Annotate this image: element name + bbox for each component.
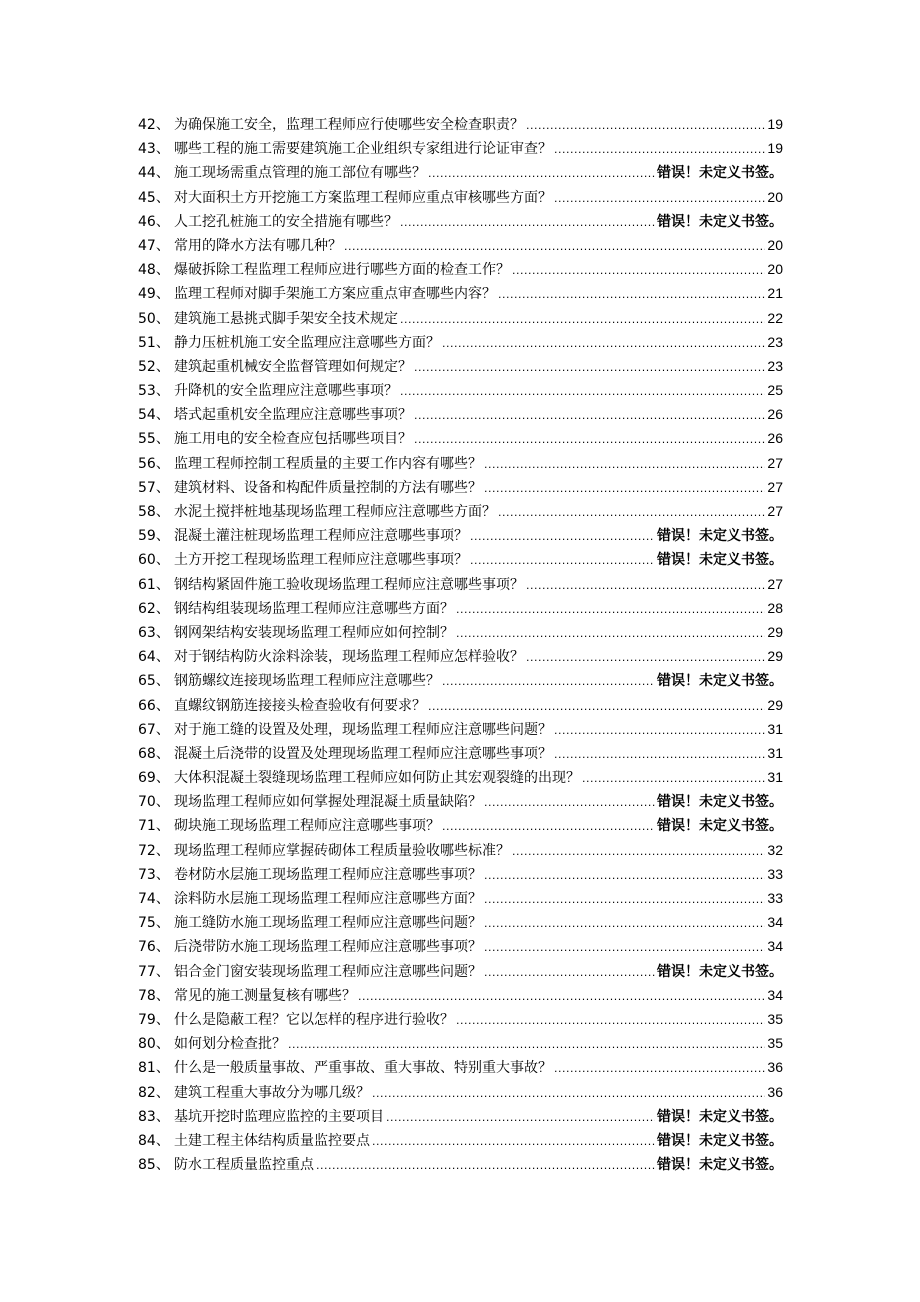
toc-entry-page-number: 20 — [767, 188, 783, 205]
toc-entry-number: 74、 — [138, 891, 170, 907]
toc-entry-page-number: 31 — [767, 744, 783, 761]
toc-dot-leader — [288, 1033, 765, 1055]
toc-entry-number: 71、 — [138, 818, 170, 835]
toc-entry-page-number: 29 — [767, 696, 783, 713]
toc-entry-title: 卷材防水层施工现场监理工程师应注意哪些事项？ — [174, 866, 482, 883]
toc-dot-leader — [526, 114, 765, 136]
toc-entry-number: 81、 — [138, 1060, 170, 1077]
toc-entry-title: 施工缝防水施工现场监理工程师应注意哪些问题？ — [174, 915, 482, 932]
toc-entry-title: 如何划分检查批？ — [174, 1036, 286, 1053]
toc-entry-number: 76、 — [138, 939, 170, 956]
toc-entry-number: 78、 — [138, 987, 170, 1004]
toc-entry[interactable] — [138, 983, 783, 1007]
toc-entry-title: 钢结构组装现场监理工程师应注意哪些方面？ — [174, 600, 454, 617]
toc-entry[interactable] — [138, 596, 783, 620]
toc-entry-number: 47、 — [138, 237, 170, 254]
toc-entry[interactable] — [138, 185, 783, 209]
toc-entry-title: 土建工程主体结构质量监控要点 — [174, 1132, 370, 1149]
toc-entry-bookmark-error: 错误！未定义书签。 — [657, 164, 783, 181]
toc-entry-bookmark-error: 错误！未定义书签。 — [657, 1131, 783, 1148]
toc-entry-page-number: 22 — [767, 309, 783, 326]
toc-entry[interactable] — [138, 1007, 783, 1031]
toc-entry-page-number: 23 — [767, 333, 783, 350]
toc-dot-leader — [484, 936, 765, 958]
toc-entry-title: 什么是一般质量事故、严重事故、重大事故、特别重大事故？ — [174, 1060, 552, 1077]
toc-entry-number: 56、 — [138, 455, 170, 472]
toc-entry-page-number: 27 — [767, 503, 783, 519]
toc-entry-bookmark-error: 错误！未定义书签。 — [657, 1156, 783, 1173]
toc-entry-title: 常用的降水方法有哪几种？ — [174, 237, 342, 254]
toc-entry[interactable] — [138, 547, 783, 571]
toc-entry-title: 水泥土搅拌桩地基现场监理工程师应注意哪些方面？ — [174, 504, 496, 520]
toc-entry-title: 静力压桩机施工安全监理应注意哪些方面？ — [174, 334, 440, 351]
toc-entry-number: 55、 — [138, 431, 170, 448]
toc-dot-leader — [470, 549, 655, 571]
toc-entry[interactable] — [138, 765, 783, 789]
toc-entry[interactable] — [138, 1152, 783, 1176]
toc-entry-page-number: 28 — [767, 599, 783, 616]
toc-entry-title: 哪些工程的施工需要建筑施工企业组织专家组进行论证审查？ — [174, 141, 552, 158]
toc-entry-title: 防水工程质量监控重点 — [174, 1157, 314, 1174]
toc-entry-page-number: 34 — [767, 938, 783, 955]
toc-entry-number: 64、 — [138, 649, 170, 666]
toc-entry[interactable] — [138, 451, 783, 475]
toc-entry-title: 施工用电的安全检查应包括哪些项目？ — [174, 431, 412, 448]
table-of-contents — [138, 112, 783, 1176]
toc-dot-leader — [456, 622, 765, 644]
toc-entry-title: 对于施工缝的设置及处理，现场监理工程师应注意哪些问题？ — [174, 721, 552, 738]
toc-entry[interactable] — [138, 112, 783, 136]
toc-entry-title: 建筑工程重大事故分为哪几级？ — [174, 1084, 370, 1101]
toc-dot-leader — [526, 574, 765, 596]
toc-entry-title: 混凝土后浇带的设置及处理现场监理工程师应注意哪些事项？ — [174, 745, 552, 762]
toc-entry[interactable] — [138, 620, 783, 644]
toc-entry[interactable] — [138, 402, 783, 426]
toc-entry-number: 49、 — [138, 286, 170, 303]
toc-dot-leader — [512, 259, 765, 281]
toc-entry-number: 46、 — [138, 213, 170, 230]
toc-entry[interactable] — [138, 572, 783, 596]
toc-entry-page-number: 19 — [767, 140, 783, 157]
toc-entry-title: 铝合金门窗安装现场监理工程师应注意哪些问题？ — [174, 963, 482, 980]
toc-entry-number: 72、 — [138, 842, 170, 859]
toc-dot-leader — [372, 1130, 655, 1152]
toc-entry-title: 混凝土灌注桩现场监理工程师应注意哪些事项？ — [174, 528, 468, 545]
toc-dot-leader — [484, 888, 765, 910]
toc-entry-title: 常见的施工测量复核有哪些？ — [174, 987, 356, 1004]
toc-entry-number: 67、 — [138, 721, 170, 738]
toc-entry-number: 53、 — [138, 383, 170, 400]
toc-dot-leader — [428, 695, 765, 717]
toc-entry-number: 58、 — [138, 504, 170, 520]
toc-entry-title: 现场监理工程师应掌握砖砌体工程质量验收哪些标准？ — [174, 842, 510, 859]
toc-dot-leader — [316, 1154, 655, 1176]
toc-entry-number: 48、 — [138, 262, 170, 279]
toc-entry-number: 44、 — [138, 165, 170, 182]
toc-entry[interactable] — [138, 209, 783, 233]
toc-entry[interactable] — [138, 233, 783, 257]
toc-dot-leader — [428, 162, 655, 184]
toc-dot-leader — [554, 743, 765, 765]
toc-entry[interactable] — [138, 354, 783, 378]
toc-entry-page-number: 35 — [767, 1035, 783, 1052]
toc-entry-title: 塔式起重机安全监理应注意哪些事项？ — [174, 407, 412, 424]
toc-entry-number: 45、 — [138, 189, 170, 206]
toc-entry-number: 51、 — [138, 334, 170, 351]
toc-entry-page-number: 27 — [767, 575, 783, 592]
toc-entry-bookmark-error: 错误！未定义书签。 — [657, 793, 783, 810]
toc-dot-leader — [414, 404, 765, 426]
toc-dot-leader — [442, 332, 765, 354]
toc-entry-number: 69、 — [138, 770, 170, 787]
toc-dot-leader — [414, 428, 765, 450]
toc-dot-leader — [400, 211, 655, 233]
toc-entry-number: 79、 — [138, 1011, 170, 1028]
toc-dot-leader — [498, 501, 765, 523]
toc-entry-number: 57、 — [138, 479, 170, 496]
toc-entry-bookmark-error: 错误！未定义书签。 — [657, 672, 783, 689]
toc-dot-leader — [456, 1009, 765, 1031]
toc-entry[interactable] — [138, 257, 783, 281]
toc-entry[interactable] — [138, 426, 783, 450]
toc-entry-title: 大体积混凝土裂缝现场监理工程师应如何防止其宏观裂缝的出现？ — [174, 770, 580, 787]
toc-entry-page-number: 34 — [767, 914, 783, 931]
toc-entry[interactable] — [138, 1128, 783, 1152]
toc-entry[interactable] — [138, 378, 783, 402]
toc-entry[interactable] — [138, 281, 783, 305]
toc-entry[interactable] — [138, 499, 783, 523]
toc-dot-leader — [484, 453, 765, 475]
toc-entry-number: 66、 — [138, 697, 170, 714]
toc-entry-page-number: 35 — [767, 1010, 783, 1027]
toc-entry-title: 直螺纹钢筋连接接头检查验收有何要求？ — [174, 697, 426, 714]
toc-entry-title: 监理工程师控制工程质量的主要工作内容有哪些？ — [174, 455, 482, 472]
toc-dot-leader — [582, 767, 765, 789]
toc-dot-leader — [400, 380, 765, 402]
toc-entry-number: 82、 — [138, 1084, 170, 1101]
toc-dot-leader — [414, 356, 765, 378]
toc-entry-title: 涂料防水层施工现场监理工程师应注意哪些方面？ — [174, 891, 482, 907]
toc-entry-title: 基坑开挖时监理应监控的主要项目 — [174, 1108, 384, 1125]
toc-entry-page-number: 23 — [767, 357, 783, 374]
toc-entry-number: 85、 — [138, 1157, 170, 1174]
toc-entry-title: 建筑起重机械安全监督管理如何规定？ — [174, 358, 412, 375]
toc-entry-title: 什么是隐蔽工程？它以怎样的程序进行验收？ — [174, 1011, 454, 1028]
toc-entry[interactable] — [138, 717, 783, 741]
toc-entry[interactable] — [138, 789, 783, 813]
toc-dot-leader — [484, 791, 655, 813]
toc-entry-number: 54、 — [138, 407, 170, 424]
toc-entry[interactable] — [138, 693, 783, 717]
toc-entry-bookmark-error: 错误！未定义书签。 — [657, 527, 783, 544]
toc-dot-leader — [526, 646, 765, 668]
toc-dot-leader — [484, 961, 655, 983]
toc-entry[interactable] — [138, 959, 783, 983]
toc-dot-leader — [554, 187, 765, 209]
toc-entry-title: 钢结构紧固件施工验收现场监理工程师应注意哪些事项？ — [174, 576, 524, 593]
toc-entry[interactable] — [138, 1055, 783, 1079]
toc-entry-page-number: 26 — [767, 406, 783, 423]
toc-entry-number: 43、 — [138, 141, 170, 158]
toc-entry[interactable] — [138, 523, 783, 547]
toc-entry[interactable] — [138, 910, 783, 934]
toc-dot-leader — [554, 719, 765, 741]
toc-entry-bookmark-error: 错误！未定义书签。 — [657, 1107, 783, 1124]
toc-entry-page-number: 19 — [767, 116, 783, 132]
toc-entry-title: 升降机的安全监理应注意哪些事项？ — [174, 383, 398, 400]
toc-entry-number: 75、 — [138, 915, 170, 932]
toc-entry-number: 84、 — [138, 1132, 170, 1149]
toc-entry-title: 施工现场需重点管理的施工部位有哪些？ — [174, 165, 426, 182]
toc-entry[interactable] — [138, 1104, 783, 1128]
toc-entry-title: 对大面积土方开挖施工方案监理工程师应重点审核哪些方面？ — [174, 189, 552, 206]
toc-dot-leader — [484, 912, 765, 934]
toc-entry[interactable] — [138, 306, 783, 330]
toc-entry-title: 建筑施工悬挑式脚手架安全技术规定 — [174, 310, 398, 327]
toc-entry[interactable] — [138, 886, 783, 910]
toc-entry-page-number: 36 — [767, 1059, 783, 1076]
toc-entry[interactable] — [138, 475, 783, 499]
toc-entry[interactable] — [138, 813, 783, 837]
toc-entry-title: 对于钢结构防火涂料涂装，现场监理工程师应怎样验收？ — [174, 649, 524, 666]
toc-dot-leader — [386, 1106, 655, 1128]
toc-entry[interactable] — [138, 136, 783, 160]
toc-dot-leader — [554, 138, 765, 160]
toc-entry-number: 59、 — [138, 528, 170, 545]
toc-entry-page-number: 20 — [767, 236, 783, 253]
toc-dot-leader — [442, 670, 655, 692]
toc-dot-leader — [470, 525, 655, 547]
toc-entry[interactable] — [138, 934, 783, 958]
toc-entry-number: 83、 — [138, 1108, 170, 1125]
toc-entry[interactable] — [138, 838, 783, 862]
toc-entry-number: 52、 — [138, 358, 170, 375]
toc-entry-title: 为确保施工安全，监理工程师应行使哪些安全检查职责？ — [174, 117, 524, 133]
toc-dot-leader — [372, 1082, 765, 1104]
toc-entry-number: 62、 — [138, 600, 170, 617]
toc-entry-bookmark-error: 错误！未定义书签。 — [657, 962, 783, 979]
toc-dot-leader — [344, 235, 765, 257]
toc-dot-leader — [484, 477, 765, 499]
toc-dot-leader — [498, 283, 765, 305]
toc-entry-title: 建筑材料、设备和构配件质量控制的方法有哪些？ — [174, 479, 482, 496]
toc-dot-leader — [442, 815, 655, 837]
toc-entry-title: 监理工程师对脚手架施工方案应重点审查哪些内容？ — [174, 286, 496, 303]
toc-entry-number: 73、 — [138, 866, 170, 883]
toc-entry-number: 50、 — [138, 310, 170, 327]
toc-entry-title: 土方开挖工程现场监理工程师应注意哪些事项？ — [174, 552, 468, 569]
toc-entry-page-number: 34 — [767, 986, 783, 1003]
toc-entry-page-number: 31 — [767, 769, 783, 786]
toc-entry-number: 63、 — [138, 624, 170, 641]
toc-entry-page-number: 31 — [767, 720, 783, 737]
toc-entry[interactable] — [138, 330, 783, 354]
toc-entry[interactable] — [138, 1080, 783, 1104]
toc-entry-title: 钢筋螺纹连接现场监理工程师应注意哪些？ — [174, 673, 440, 690]
toc-entry[interactable] — [138, 862, 783, 886]
toc-entry-page-number: 27 — [767, 478, 783, 495]
toc-entry-page-number: 27 — [767, 454, 783, 471]
toc-entry-title: 钢网架结构安装现场监理工程师应如何控制？ — [174, 624, 454, 641]
toc-dot-leader — [512, 840, 765, 862]
toc-entry-page-number: 32 — [767, 841, 783, 858]
toc-entry-title: 砌块施工现场监理工程师应注意哪些事项？ — [174, 818, 440, 835]
toc-entry-bookmark-error: 错误！未定义书签。 — [657, 212, 783, 229]
toc-dot-leader — [554, 1057, 765, 1079]
toc-dot-leader — [456, 598, 765, 620]
toc-entry-bookmark-error: 错误！未定义书签。 — [657, 551, 783, 568]
toc-entry[interactable] — [138, 741, 783, 765]
toc-entry-number: 61、 — [138, 576, 170, 593]
toc-entry[interactable] — [138, 668, 783, 692]
toc-entry[interactable] — [138, 644, 783, 668]
toc-entry-page-number: 21 — [767, 285, 783, 302]
toc-entry-number: 60、 — [138, 552, 170, 569]
toc-entry-number: 68、 — [138, 745, 170, 762]
toc-entry-title: 后浇带防水施工现场监理工程师应注意哪些事项？ — [174, 939, 482, 956]
toc-entry-number: 77、 — [138, 963, 170, 980]
toc-entry-bookmark-error: 错误！未定义书签。 — [657, 817, 783, 834]
toc-dot-leader — [400, 308, 765, 330]
toc-entry[interactable] — [138, 160, 783, 184]
toc-entry-page-number: 25 — [767, 382, 783, 399]
toc-entry-title: 人工挖孔桩施工的安全措施有哪些？ — [174, 213, 398, 230]
toc-entry-page-number: 29 — [767, 623, 783, 640]
toc-entry-title: 现场监理工程师应如何掌握处理混凝土质量缺陷？ — [174, 794, 482, 811]
toc-entry-page-number: 33 — [767, 890, 783, 906]
toc-entry-page-number: 33 — [767, 865, 783, 882]
toc-entry-page-number: 20 — [767, 261, 783, 278]
toc-entry-page-number: 36 — [767, 1083, 783, 1100]
toc-entry-page-number: 29 — [767, 648, 783, 665]
toc-dot-leader — [484, 864, 765, 886]
toc-entry-number: 70、 — [138, 794, 170, 811]
toc-entry-number: 80、 — [138, 1036, 170, 1053]
toc-entry-page-number: 26 — [767, 430, 783, 447]
toc-entry[interactable] — [138, 1031, 783, 1055]
toc-entry-number: 42、 — [138, 117, 170, 133]
toc-entry-title: 爆破拆除工程监理工程师应进行哪些方面的检查工作？ — [174, 262, 510, 279]
toc-dot-leader — [358, 985, 765, 1007]
toc-entry-number: 65、 — [138, 673, 170, 690]
